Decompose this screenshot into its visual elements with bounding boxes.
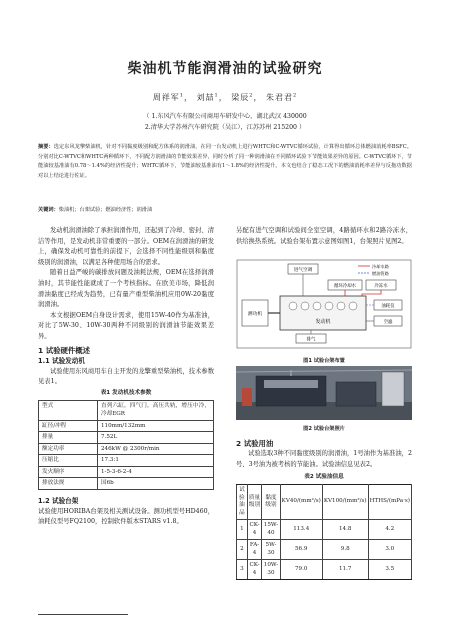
table-row [237, 560, 412, 580]
intro-paragraph: 随着日益严峻的碳排放问题及油耗法规，OEM在选择润滑油时，其节能性能就成了一个考核指标。在欧美市场，降低润滑油黏度已经成为趋势，已有量产重型柴油机应用0W-20黏度润滑油。 [38, 269, 214, 309]
table-cell-key: 排量 [39, 432, 98, 444]
section-heading-2: 2 试验用油 [236, 439, 274, 448]
author-name: 周祥军 [152, 93, 180, 102]
table-row [39, 432, 214, 444]
chilled-water-label: 冷冻水 [374, 284, 388, 289]
table-cell-value: 246kW @ 2300r/min [98, 443, 214, 455]
cooling-water-label: 循环冷却水 [334, 284, 356, 289]
author-mark: 2 [249, 92, 254, 99]
affiliation-2: 2.清华大学苏州汽车研究院（吴江），江苏苏州 215200 ） [144, 124, 306, 131]
chilled-pipe [362, 290, 381, 296]
keywords-label: 关键词： [38, 207, 59, 213]
intro-paragraph: 发动机润滑油除了承担润滑作用，还起到了冷却、密封、清洁等作用，是发动机非常重要的一部分。OEM在润滑油的研发上，确保发动机可靠性的前提下，会选择不同性能级别和黏度级别的润滑油，以满足各种使用场合的需求。 [38, 227, 214, 266]
table-cell: 3.5 [368, 560, 411, 580]
author-line [0, 92, 450, 103]
table-cell: 3.0 [368, 540, 411, 560]
table-cell-value: 7.52L [98, 432, 214, 444]
engine-label: 发动机 [315, 319, 331, 325]
section-paragraph: 试验使用东风商用车自主开发的龙擎重型柴油机，技术参数见表1。 [38, 367, 214, 386]
author-mark: 2 [293, 92, 298, 99]
table-cell: 56.9 [280, 540, 322, 560]
keywords [38, 206, 412, 213]
table-row [39, 443, 214, 455]
table2-caption: 表2 试验油信息 [304, 474, 344, 481]
left-column [38, 226, 214, 528]
test-bench-layout-diagram [236, 258, 412, 350]
section-paragraph: 试验使用HORIBA台架及相关测试设备。测功机型号HD460，油耗仪型号FQ2100，控制软件版本STARS v1.8。 [38, 507, 214, 526]
figure-1-caption: 图1 试验台架布置 [303, 358, 345, 364]
table-cell: 5W-30 [262, 540, 280, 560]
table-row [39, 466, 214, 478]
test-oil-table [236, 484, 412, 580]
table-cell: 2 [237, 540, 248, 560]
table-row [237, 540, 412, 560]
author-name: 梁辰 [231, 93, 250, 102]
table-cell: 113.4 [280, 520, 322, 540]
table-cell: 14.8 [322, 520, 368, 540]
cylinder-icon [313, 302, 321, 310]
table-header-cell: 质量级别 [247, 485, 262, 520]
table-cell: 11.7 [322, 560, 368, 580]
table-cell-value: 17.3:1 [98, 455, 214, 467]
author-separator: ， [218, 93, 228, 102]
legend-water-label: 冷却水路 [372, 264, 389, 269]
table-cell-key: 型式 [39, 400, 98, 420]
table-header-cell: KV40/(mm²/s) [280, 485, 322, 520]
air-filter-label: 空滤 [383, 320, 393, 325]
abstract-label: 摘要： [38, 144, 54, 150]
section-heading-1: 1 试验硬件概述 [38, 345, 91, 355]
table-row [39, 478, 214, 490]
author-mark: 1 [179, 92, 184, 99]
photo-engine-cover [264, 380, 318, 388]
test-bench-photo [236, 366, 412, 420]
author-name: 刘喆 [196, 93, 215, 102]
cylinder-icon [337, 302, 345, 310]
table-cell: CK-4 [247, 560, 262, 580]
table-cell: 1 [237, 520, 248, 540]
figure-1 [236, 258, 412, 364]
table-row [237, 520, 412, 540]
right-column [236, 226, 412, 247]
table-cell: 15W-40 [262, 520, 280, 540]
table-cell: FA-4 [247, 540, 262, 560]
keywords-text: 柴油机；台架试验；燃油经济性；润滑油 [58, 207, 153, 213]
photo-cabinet [382, 372, 404, 406]
photo-equipment [242, 388, 252, 406]
table-cell: 79.0 [280, 560, 322, 580]
table-header-row [237, 485, 412, 520]
table-header-cell: KV100/(mm²/s) [322, 485, 368, 520]
author-mark: 1 [214, 92, 219, 99]
legend-oil-label: 燃油管路 [372, 271, 389, 276]
table-cell-key: 排放法规 [39, 478, 98, 490]
photo-dyno [336, 382, 376, 406]
section-paragraph: 试验选取3种不同黏度级别的润滑油，1号油作为基准油，2号、3号油为被考核的节能油。试验油信息见表2。 [236, 450, 412, 468]
intake-ac-label: 进气空调 [293, 268, 313, 273]
table-cell-value: 110mm/132mm [98, 420, 214, 432]
abstract [38, 143, 412, 181]
table-cell: 10W-30 [262, 560, 280, 580]
subsection-heading-1-1: 1.1 试验发动机 [38, 356, 85, 365]
section-2 [236, 436, 412, 580]
cylinder-icon [325, 302, 333, 310]
figure-2 [236, 366, 412, 420]
exhaust-label: 排气 [306, 337, 316, 343]
table-cell-key: 发火顺序 [39, 466, 98, 478]
table-row [39, 400, 214, 420]
table-cell-key: 缸径/冲程 [39, 420, 98, 432]
table-row [39, 420, 214, 432]
fuel-meter-label: 油耗仪 [381, 304, 395, 309]
subsection-heading-1-2: 1.2 试验台架 [38, 496, 79, 505]
figure-2-caption: 图2 试验台架照片 [303, 426, 345, 432]
author-separator: ， [183, 93, 193, 102]
author-name: 朱君君 [266, 93, 293, 102]
footnote-rule [38, 614, 128, 615]
table-row [39, 455, 214, 467]
table-cell-value: 直列六缸，四气门，高压共轨，增压中冷，冷却EGR [98, 400, 214, 420]
table-cell-key: 压缩比 [39, 455, 98, 467]
intro-paragraph: 本文根据OEM自身设计需求，使用15W-40作为基准油，对比了5W-30、10W-30两种不同级别的润滑油节能效果差异。 [38, 311, 214, 340]
table-cell-value: 1-5-3-6-2-4 [98, 466, 214, 478]
cylinder-icon [349, 302, 357, 310]
table-cell: CK-4 [247, 520, 262, 540]
table-cell-value: 国6b [98, 478, 214, 490]
table1-caption: 表1 发动机技术参数 [100, 389, 152, 396]
table-cell-key: 额定功率 [39, 443, 98, 455]
abstract-text: 选定东风龙擎柴油机，针对不同黏度级别和配方体系的润滑油，在同一台发动机上进行WHTC和C-WTVC循环试验，计算得出循环总体燃油消耗率BSFC。分别对比C-WTVC和WHTC两种循环下，不同配方润滑油的节能效果差异，同时分析了同一种润滑油在不同循环试验下节能效果差异的原因。C-WTVC循环下，节能油较基准油有0.78～1.4%的经济性提升；WHTC循环下，节能油较基准油有1～1.8%的经济性提升。本文也结合了稳态工况下的燃油消耗率差异与反拖功数据对以上结论进行佐证。 [38, 144, 412, 179]
paper-title: 柴油机节能润滑油的试验研究 [127, 61, 323, 77]
table-header-cell: 试验油品 [237, 485, 248, 520]
cylinder-icon [289, 302, 297, 310]
table-header-cell: HTHS/(mPa·s) [368, 485, 411, 520]
table-cell: 4.2 [368, 520, 411, 540]
table-cell: 9.8 [322, 540, 368, 560]
affiliation-1: （ 1.东风汽车有限公司商用车研发中心，湖北武汉 430000 [143, 113, 307, 120]
cylinder-icon [301, 302, 309, 310]
dyno-label: 测功机 [247, 312, 263, 317]
engine-spec-table [38, 400, 214, 490]
table-header-cell: 黏度级别 [262, 485, 280, 520]
author-separator: ， [253, 93, 263, 102]
section-paragraph: 另配有进气空调和试验间全室空调，4路循环水和2路冷冻水，供给换热系统。试验台架布置示意图如图1，台架照片见图2。 [236, 227, 412, 245]
table-cell: 3 [237, 560, 248, 580]
